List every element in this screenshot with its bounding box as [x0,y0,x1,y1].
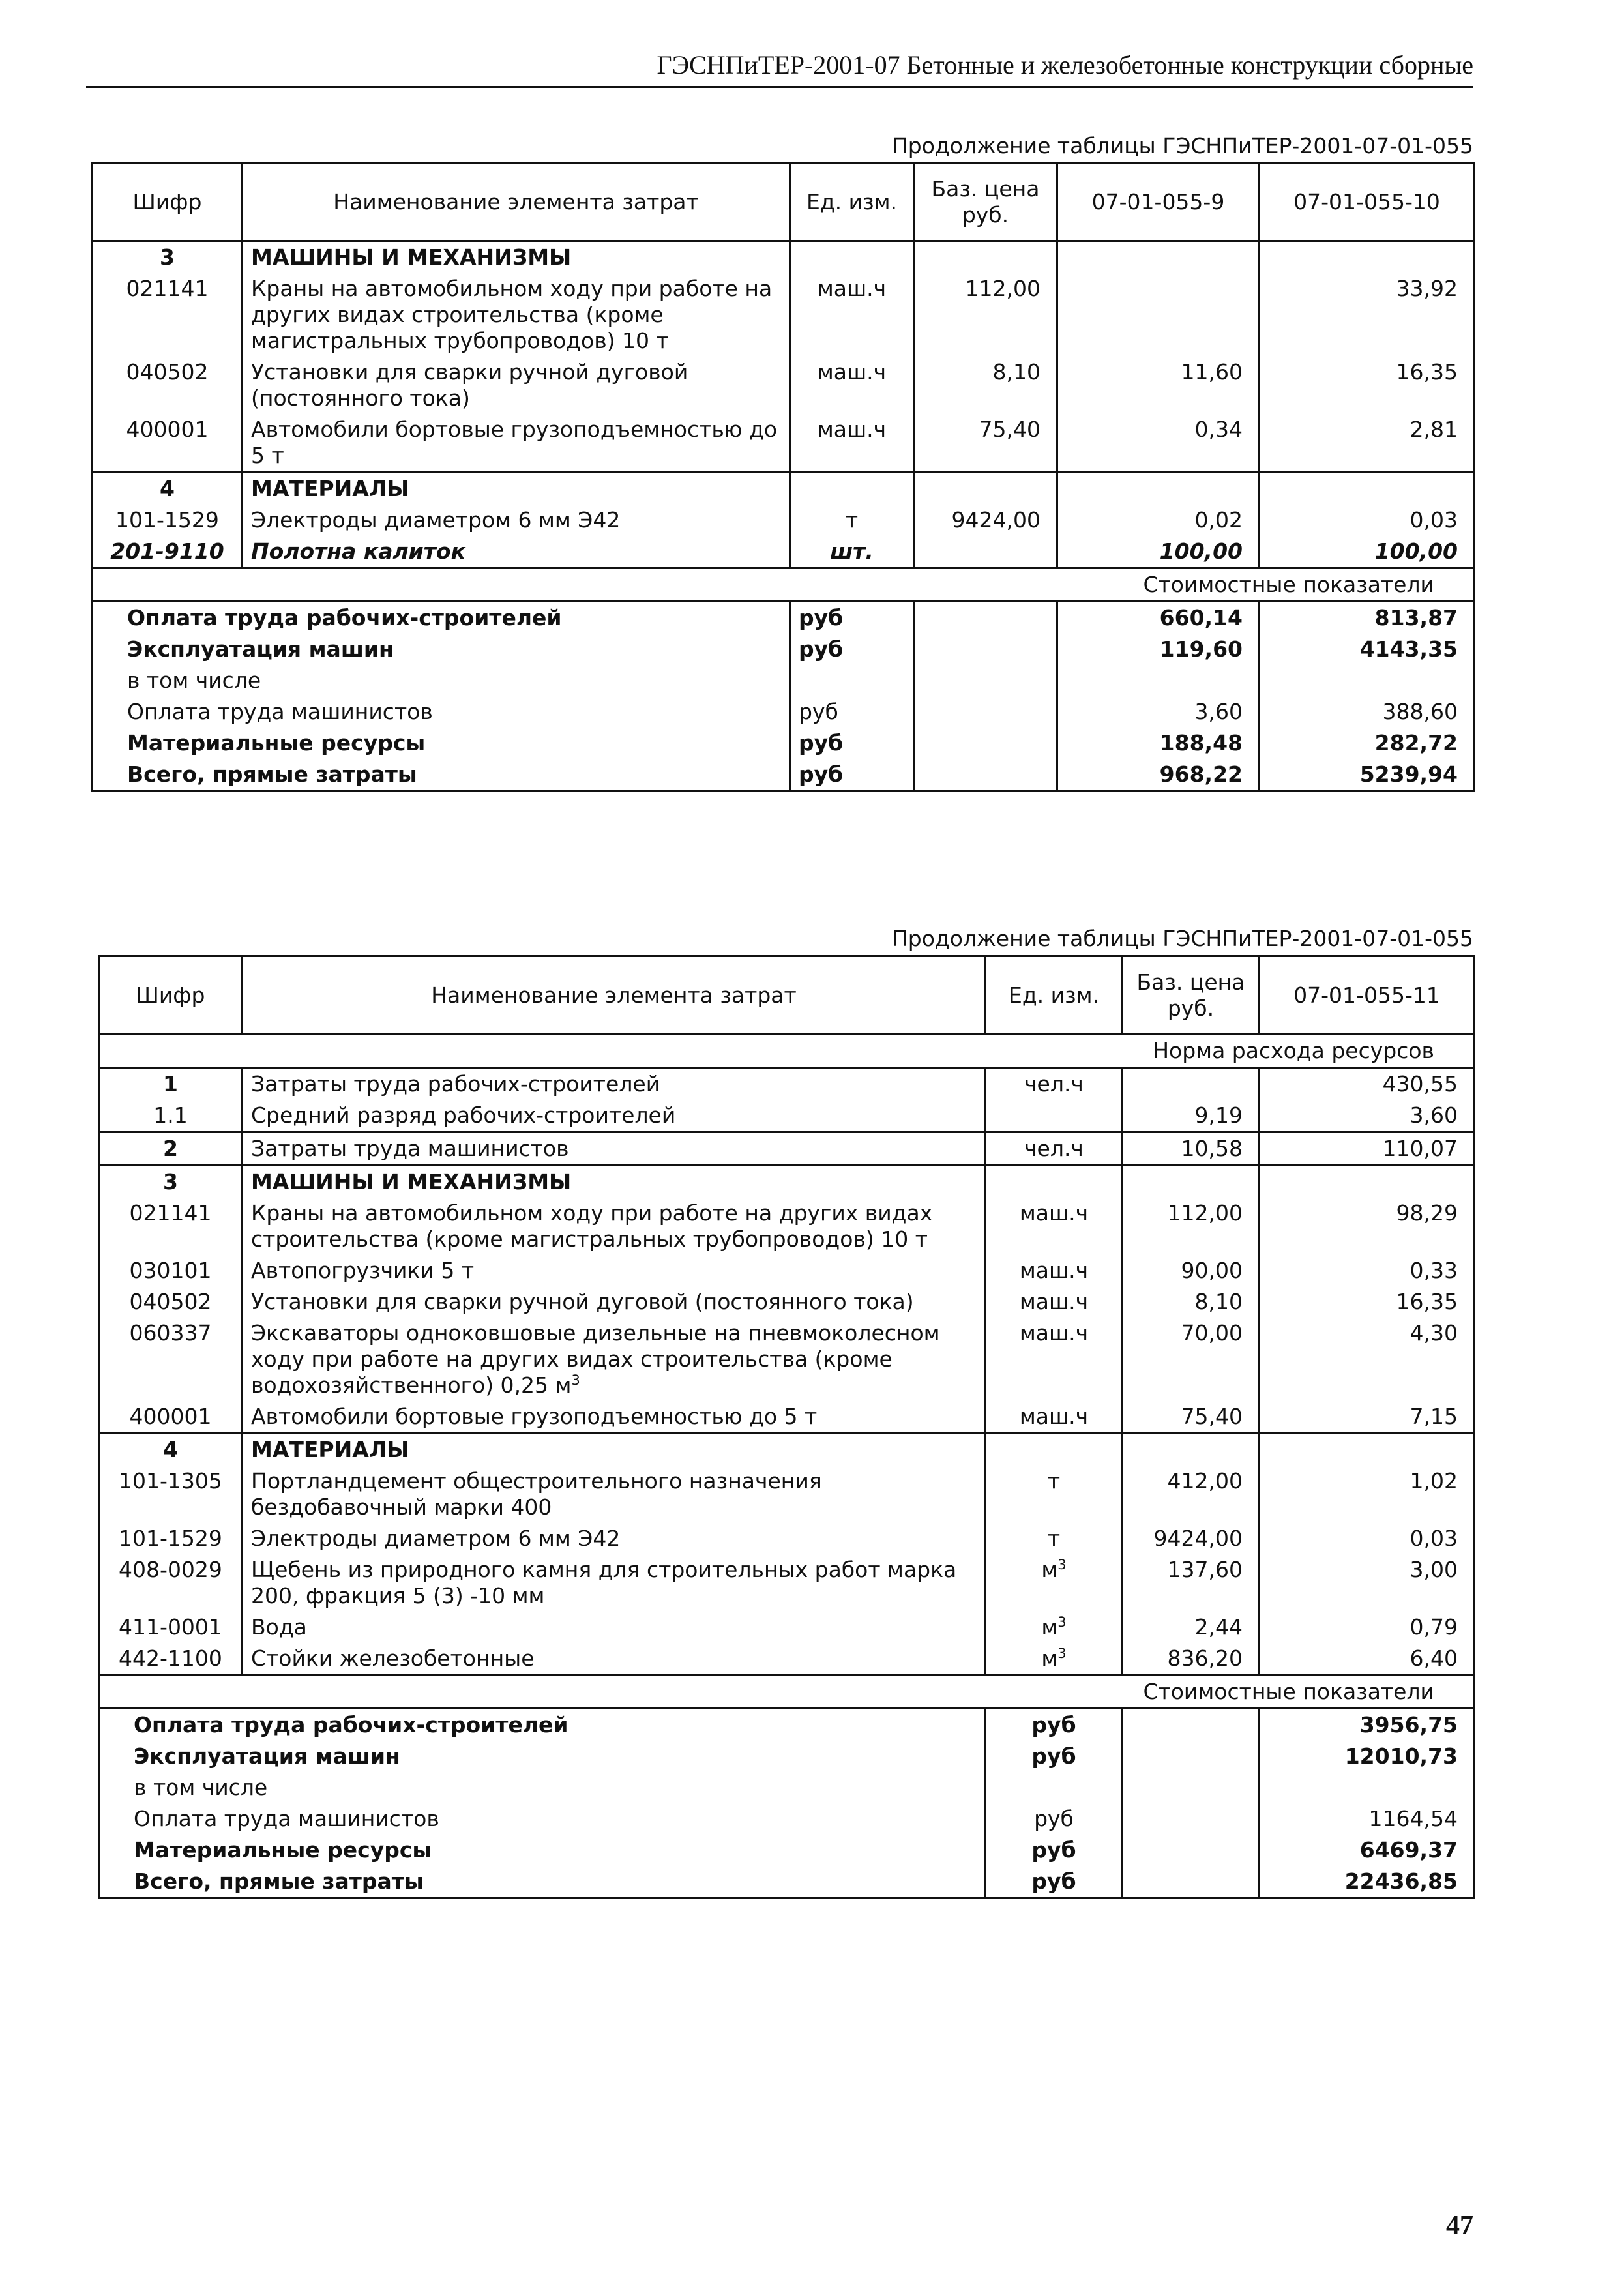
row-value-a: 7,15 [1260,1401,1475,1434]
row-value-a: 0,34 [1057,414,1260,473]
row-value-a: 3,00 [1260,1554,1475,1612]
row-name: Щебень из природного камня для строительных работ марка 200, фракция 5 (3) -10 мм [243,1554,986,1612]
column-header-code: Шифр [99,956,243,1035]
row-code: 021141 [93,273,243,357]
summary-unit [986,1772,1123,1803]
table-row [99,1434,1475,1466]
cost-indicators-label: Стоимостные показатели [99,1676,1475,1709]
row-unit: маш.ч [986,1318,1123,1401]
summary-value-a [1260,1772,1475,1803]
row-value-b [1260,473,1475,505]
row-code: 1 [99,1068,243,1101]
page-number: 47 [1446,2211,1473,2241]
summary-value-b: 282,72 [1260,728,1475,759]
table-row [99,1554,1475,1612]
row-unit: маш.ч [986,1198,1123,1255]
table-row [93,357,1475,414]
row-value-a: 4,30 [1260,1318,1475,1401]
row-unit: чел.ч [986,1068,1123,1101]
row-price: 112,00 [914,273,1057,357]
row-value-a: 0,03 [1260,1523,1475,1554]
summary-value-a: 3956,75 [1260,1709,1475,1741]
table-row [93,414,1475,473]
column-header-price: Баз. цена руб. [914,163,1057,241]
row-value-a: 100,00 [1057,536,1260,569]
row-unit [986,1100,1123,1132]
row-name: Средний разряд рабочих-строителей [243,1100,986,1132]
table-2-caption: Продолжение таблицы ГЭСНПиТЕР-2001-07-01-055 [891,926,1473,951]
row-value-a: 0,79 [1260,1612,1475,1643]
row-value-a: 16,35 [1260,1286,1475,1318]
row-price [914,241,1057,274]
table-1 [91,162,1475,792]
summary-name: Оплата труда рабочих-строителей [99,1709,986,1741]
row-unit [986,1612,1123,1643]
table-2 [98,955,1475,1899]
row-name: МАТЕРИАЛЫ [243,1434,986,1466]
section-note-row [99,1676,1475,1709]
unit-text: м [1041,1646,1058,1671]
summary-row [93,728,1475,759]
row-code: 040502 [93,357,243,414]
summary-value-a [1057,665,1260,696]
row-code: 101-1529 [93,505,243,536]
column-header-name: Наименование элемента затрат [243,956,986,1035]
row-unit: т [790,505,914,536]
row-code: 201-9110 [93,536,243,569]
row-name: Установки для сварки ручной дуговой (постоянного тока) [243,1286,986,1318]
summary-name: Материальные ресурсы [93,728,790,759]
unit-text: м [1041,1614,1058,1640]
row-unit [790,473,914,505]
summary-value-a: 22436,85 [1260,1866,1475,1899]
row-price: 10,58 [1123,1132,1260,1166]
running-header: ГЭСНПиТЕР-2001-07 Бетонные и железобетонные конструкции сборные [657,50,1473,80]
row-name: МАТЕРИАЛЫ [243,473,790,505]
summary-value-a: 660,14 [1057,602,1260,634]
row-unit [986,1643,1123,1676]
row-name: Краны на автомобильном ходу при работе на других видах строительства (кроме магистральных трубопроводов) 10 т [243,273,790,357]
row-unit: т [986,1523,1123,1554]
summary-unit: руб [790,696,914,728]
row-value-a [1057,241,1260,274]
summary-row [93,634,1475,665]
summary-value-a: 968,22 [1057,759,1260,791]
row-code: 021141 [99,1198,243,1255]
row-name [243,1318,986,1401]
row-price: 90,00 [1123,1255,1260,1286]
summary-name: Оплата труда машинистов [99,1803,986,1835]
row-value-a [1260,1166,1475,1198]
summary-unit: руб [790,728,914,759]
row-value-b: 16,35 [1260,357,1475,414]
cubic-superscript: 3 [1057,1614,1067,1630]
row-code: 442-1100 [99,1643,243,1676]
row-price: 412,00 [1123,1466,1260,1523]
row-value-a: 3,60 [1260,1100,1475,1132]
row-code: 408-0029 [99,1554,243,1612]
summary-row [93,602,1475,634]
summary-unit: руб [986,1803,1123,1835]
row-code: 2 [99,1132,243,1166]
row-code: 3 [93,241,243,274]
row-price: 9,19 [1123,1100,1260,1132]
row-unit: маш.ч [986,1401,1123,1434]
row-code: 040502 [99,1286,243,1318]
summary-unit [790,665,914,696]
column-header-name: Наименование элемента затрат [243,163,790,241]
row-price [914,536,1057,569]
row-value-a: 1,02 [1260,1466,1475,1523]
table-row [99,1166,1475,1198]
table-row [93,273,1475,357]
row-code: 101-1529 [99,1523,243,1554]
row-name: Электроды диаметром 6 мм Э42 [243,1523,986,1554]
table-row [93,505,1475,536]
table-header-row [93,163,1475,241]
column-header-055-11: 07-01-055-11 [1260,956,1475,1035]
summary-name: Всего, прямые затраты [99,1866,986,1899]
row-price: 836,20 [1123,1643,1260,1676]
row-name: Краны на автомобильном ходу при работе на других видах строительства (кроме магистральных трубопроводов) 10 т [243,1198,986,1255]
table-row [99,1286,1475,1318]
summary-unit: руб [986,1835,1123,1866]
table-row [99,1100,1475,1132]
row-code: 400001 [99,1401,243,1434]
section-note-row [99,1035,1475,1068]
row-code: 101-1305 [99,1466,243,1523]
row-unit: чел.ч [986,1132,1123,1166]
row-code: 4 [99,1434,243,1466]
section-note-row [93,569,1475,602]
table-1-caption: Продолжение таблицы ГЭСНПиТЕР-2001-07-01-055 [891,133,1473,158]
summary-unit: руб [986,1866,1123,1899]
row-price: 8,10 [1123,1286,1260,1318]
row-code: 030101 [99,1255,243,1286]
row-unit: маш.ч [790,357,914,414]
table-row [99,1612,1475,1643]
summary-name: Эксплуатация машин [93,634,790,665]
resource-norm-label: Норма расхода ресурсов [99,1035,1475,1068]
summary-name: в том числе [99,1772,986,1803]
row-code: 400001 [93,414,243,473]
summary-row [99,1866,1475,1899]
table-row [99,1198,1475,1255]
row-name-text: Экскаваторы одноковшовые дизельные на пневмоколесном ходу при работе на других видах строительства (кроме водохозяйственного) 0,25 м [251,1320,940,1398]
cost-indicators-label: Стоимостные показатели [93,569,1475,602]
summary-row [99,1741,1475,1772]
row-unit: маш.ч [986,1286,1123,1318]
table-row [99,1466,1475,1523]
row-unit: шт. [790,536,914,569]
summary-row [93,665,1475,696]
table-row [99,1643,1475,1676]
summary-name: Эксплуатация машин [99,1741,986,1772]
summary-name: Оплата труда рабочих-строителей [93,602,790,634]
cubic-superscript: 3 [1057,1646,1067,1661]
summary-value-a: 119,60 [1057,634,1260,665]
summary-value-b: 5239,94 [1260,759,1475,791]
summary-unit: руб [986,1709,1123,1741]
row-name: Автопогрузчики 5 т [243,1255,986,1286]
table-header-row [99,956,1475,1035]
summary-row [93,696,1475,728]
row-price: 9424,00 [914,505,1057,536]
summary-value-a: 1164,54 [1260,1803,1475,1835]
table-row [99,1401,1475,1434]
row-unit: маш.ч [790,273,914,357]
summary-value-a: 3,60 [1057,696,1260,728]
row-unit: т [986,1466,1123,1523]
summary-row [99,1709,1475,1741]
row-name: Автомобили бортовые грузоподъемностью до 5 т [243,1401,986,1434]
row-name: Полотна калиток [243,536,790,569]
summary-row [99,1772,1475,1803]
row-name: Установки для сварки ручной дуговой (постоянного тока) [243,357,790,414]
summary-name: в том числе [93,665,790,696]
row-price [914,473,1057,505]
row-price: 137,60 [1123,1554,1260,1612]
row-price: 2,44 [1123,1612,1260,1643]
summary-value-a: 12010,73 [1260,1741,1475,1772]
table-row [99,1132,1475,1166]
summary-value-b: 4143,35 [1260,634,1475,665]
row-unit: маш.ч [986,1255,1123,1286]
table-row [93,536,1475,569]
row-unit [986,1554,1123,1612]
row-unit [986,1166,1123,1198]
row-code: 3 [99,1166,243,1198]
row-name: Стойки железобетонные [243,1643,986,1676]
row-price: 75,40 [1123,1401,1260,1434]
summary-unit: руб [790,634,914,665]
table-row [93,473,1475,505]
row-price [1123,1068,1260,1101]
summary-unit: руб [790,759,914,791]
unit-text: м [1041,1557,1058,1582]
row-name: Затраты труда рабочих-строителей [243,1068,986,1101]
table-row [99,1318,1475,1401]
row-value-a [1057,273,1260,357]
row-value-a: 6,40 [1260,1643,1475,1676]
row-value-a [1260,1434,1475,1466]
summary-row [93,759,1475,791]
summary-value-a: 6469,37 [1260,1835,1475,1866]
table-row [99,1068,1475,1101]
summary-unit: руб [986,1741,1123,1772]
summary-value-b: 813,87 [1260,602,1475,634]
row-value-b: 33,92 [1260,273,1475,357]
row-unit: маш.ч [790,414,914,473]
summary-value-a: 188,48 [1057,728,1260,759]
row-value-b [1260,241,1475,274]
cubic-superscript: 3 [571,1372,580,1388]
column-header-unit: Ед. изм. [986,956,1123,1035]
table-row [99,1255,1475,1286]
row-value-a [1057,473,1260,505]
column-header-unit: Ед. изм. [790,163,914,241]
column-header-055-9: 07-01-055-9 [1057,163,1260,241]
summary-value-b [1260,665,1475,696]
row-price: 112,00 [1123,1198,1260,1255]
summary-value-b: 388,60 [1260,696,1475,728]
table-row [93,241,1475,274]
summary-name: Оплата труда машинистов [93,696,790,728]
row-code: 4 [93,473,243,505]
row-name: Автомобили бортовые грузоподъемностью до 5 т [243,414,790,473]
row-value-a: 0,33 [1260,1255,1475,1286]
summary-name: Материальные ресурсы [99,1835,986,1866]
summary-row [99,1835,1475,1866]
table-row [99,1523,1475,1554]
row-value-a: 110,07 [1260,1132,1475,1166]
row-name: Портландцемент общестроительного назначения бездобавочный марки 400 [243,1466,986,1523]
row-price: 8,10 [914,357,1057,414]
row-name: Затраты труда машинистов [243,1132,986,1166]
row-unit [986,1434,1123,1466]
summary-unit: руб [790,602,914,634]
column-header-price: Баз. цена руб. [1123,956,1260,1035]
row-price: 70,00 [1123,1318,1260,1401]
summary-row [99,1803,1475,1835]
row-name: МАШИНЫ И МЕХАНИЗМЫ [243,1166,986,1198]
row-code: 060337 [99,1318,243,1401]
row-value-a: 11,60 [1057,357,1260,414]
row-name: МАШИНЫ И МЕХАНИЗМЫ [243,241,790,274]
row-price: 75,40 [914,414,1057,473]
row-value-b: 2,81 [1260,414,1475,473]
row-code: 411-0001 [99,1612,243,1643]
row-code: 1.1 [99,1100,243,1132]
column-header-code: Шифр [93,163,243,241]
row-value-a: 0,02 [1057,505,1260,536]
row-price [1123,1434,1260,1466]
row-value-a: 430,55 [1260,1068,1475,1101]
row-unit [790,241,914,274]
column-header-055-10: 07-01-055-10 [1260,163,1475,241]
row-name: Вода [243,1612,986,1643]
row-value-b: 0,03 [1260,505,1475,536]
cubic-superscript: 3 [1057,1557,1067,1573]
row-value-b: 100,00 [1260,536,1475,569]
header-rule [86,86,1473,88]
row-price: 9424,00 [1123,1523,1260,1554]
row-value-a: 98,29 [1260,1198,1475,1255]
row-name: Электроды диаметром 6 мм Э42 [243,505,790,536]
summary-name: Всего, прямые затраты [93,759,790,791]
row-price [1123,1166,1260,1198]
